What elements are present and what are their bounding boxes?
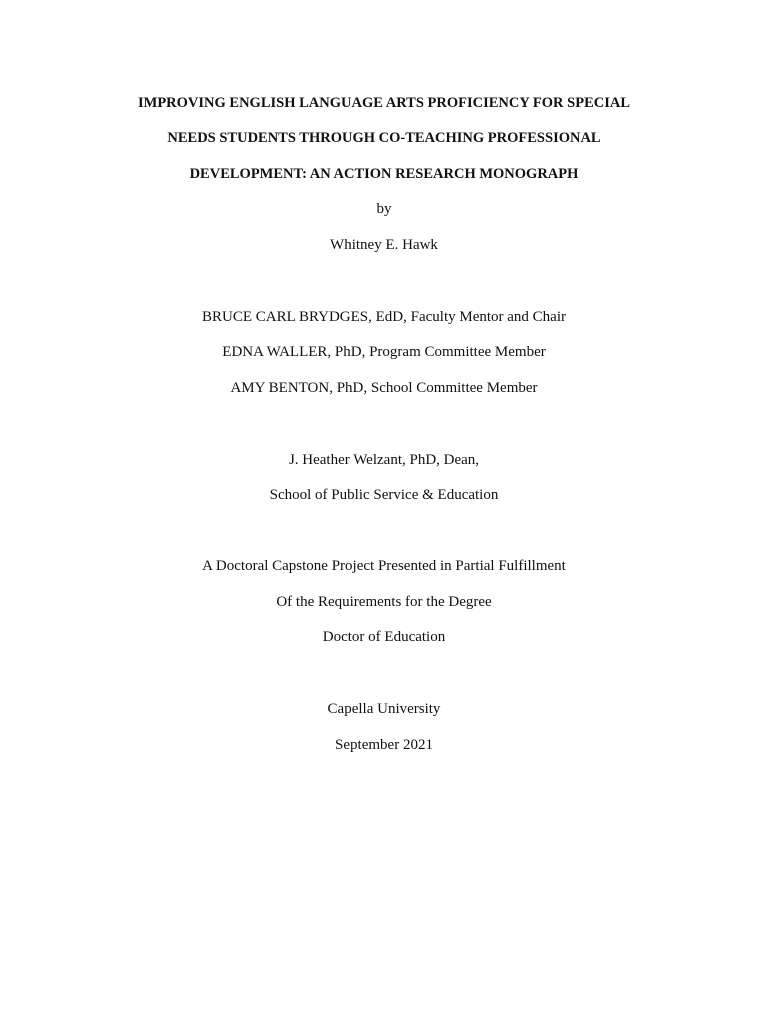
title-line-2: NEEDS STUDENTS THROUGH CO-TEACHING PROFESSIONAL <box>167 130 601 146</box>
institution-name: Capella University <box>327 701 441 717</box>
dean-school: School of Public Service & Education <box>269 487 499 503</box>
by-line: by <box>376 201 392 217</box>
committee-member-school: AMY BENTON, PhD, School Committee Member <box>230 380 538 396</box>
statement-line-1: A Doctoral Capstone Project Presented in Partial Fulfillment <box>202 558 566 574</box>
committee-member-program: EDNA WALLER, PhD, Program Committee Member <box>222 344 546 360</box>
author-name: Whitney E. Hawk <box>330 237 438 253</box>
committee-chair: BRUCE CARL BRYDGES, EdD, Faculty Mentor and Chair <box>201 309 567 325</box>
title-line-3: DEVELOPMENT: AN ACTION RESEARCH MONOGRAPH <box>189 166 579 182</box>
submission-date: September 2021 <box>335 737 433 753</box>
dean-name: J. Heather Welzant, PhD, Dean, <box>288 452 480 468</box>
degree-name: Doctor of Education <box>322 629 446 645</box>
statement-line-2: Of the Requirements for the Degree <box>276 594 492 610</box>
title-line-1: IMPROVING ENGLISH LANGUAGE ARTS PROFICIENCY FOR SPECIAL <box>137 95 630 111</box>
